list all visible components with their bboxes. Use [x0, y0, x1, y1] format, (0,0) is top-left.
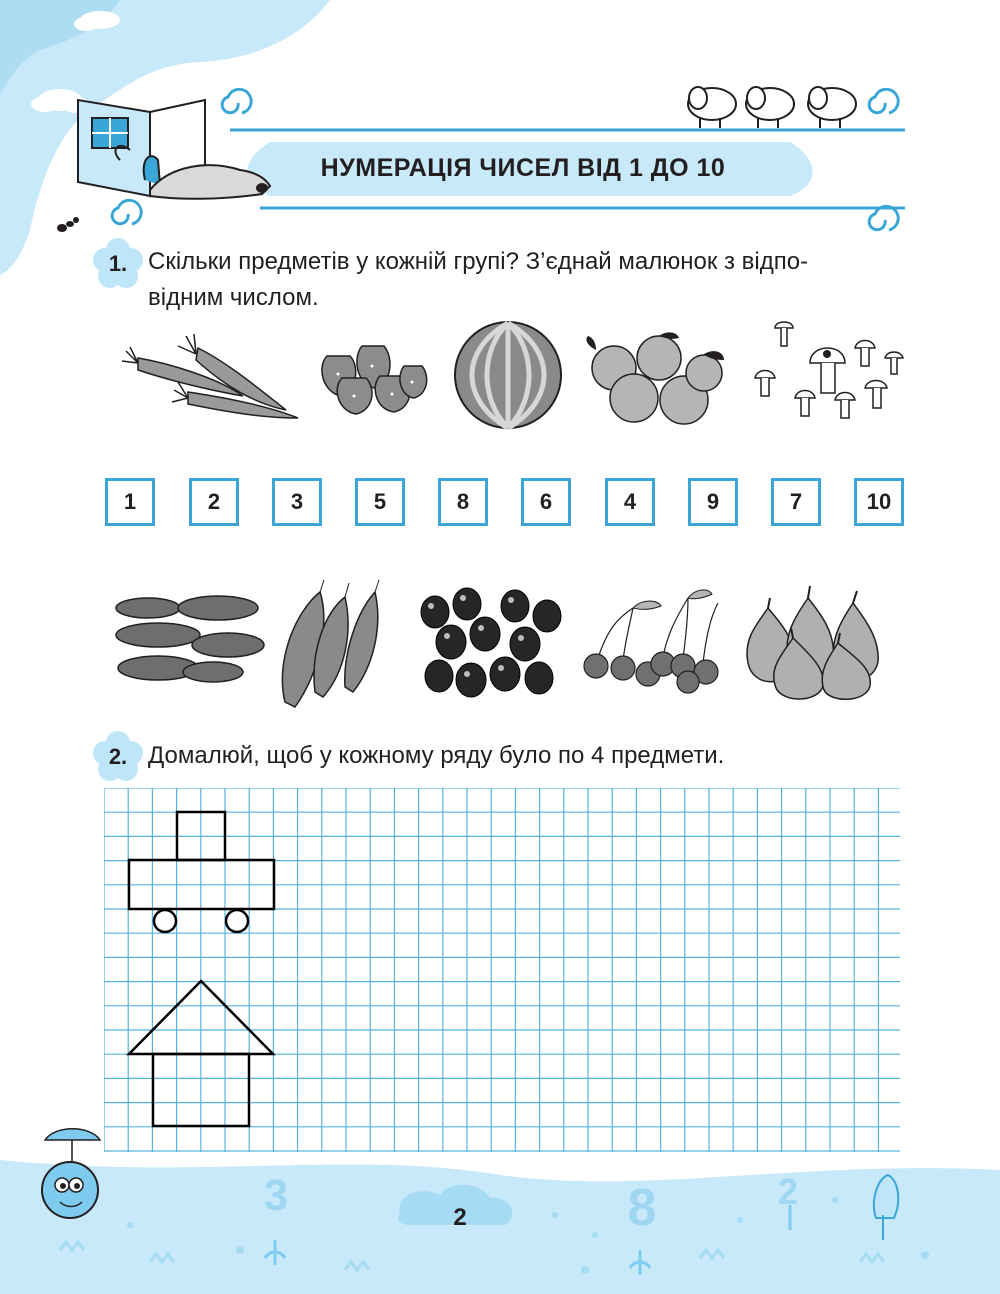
number-box-3[interactable]: 3	[272, 478, 322, 526]
number-box-2[interactable]: 2	[189, 478, 239, 526]
task-2-number: 2.	[108, 744, 128, 769]
apple-group-icon	[584, 328, 732, 430]
number-box-6[interactable]: 6	[521, 478, 571, 526]
cherry-group-icon	[578, 578, 728, 696]
page-title: НУМЕРАЦІЯ ЧИСЕЛ ВІД 1 ДО 10	[320, 153, 726, 182]
carrot-group-icon	[108, 318, 303, 422]
number-box-9[interactable]: 9	[688, 478, 738, 526]
watermelon-icon	[450, 320, 566, 430]
number-box-10[interactable]: 10	[854, 478, 904, 526]
pear-group-icon	[738, 578, 898, 702]
decor-digit-3: 3	[263, 1171, 289, 1220]
number-box-7[interactable]: 7	[771, 478, 821, 526]
car-figure	[129, 812, 274, 932]
decor-digit-2: 2	[777, 1171, 799, 1212]
number-box-4[interactable]: 4	[605, 478, 655, 526]
drawing-grid[interactable]	[104, 788, 900, 1152]
mushroom-group-icon	[745, 318, 910, 430]
task-1-number: 1.	[108, 251, 128, 276]
corn-group-icon	[275, 572, 393, 712]
task-1-instruction-line-2: відним числом.	[148, 284, 319, 311]
number-box-1[interactable]: 1	[105, 478, 155, 526]
number-box-5[interactable]: 5	[355, 478, 405, 526]
task-1-instruction-line-1: Скільки предметів у кожній групі? З’єднай малюнок з відпо-	[148, 248, 809, 275]
plum-group-icon	[415, 582, 565, 704]
decor-digit-8: 8	[627, 1179, 657, 1237]
strawberry-group-icon	[312, 336, 437, 416]
cucumber-group-icon	[108, 590, 268, 690]
page-number: 2	[453, 1204, 467, 1231]
task-2-instruction: Домалюй, щоб у кожному ряду було по 4 предмети.	[148, 742, 725, 769]
number-box-8[interactable]: 8	[438, 478, 488, 526]
